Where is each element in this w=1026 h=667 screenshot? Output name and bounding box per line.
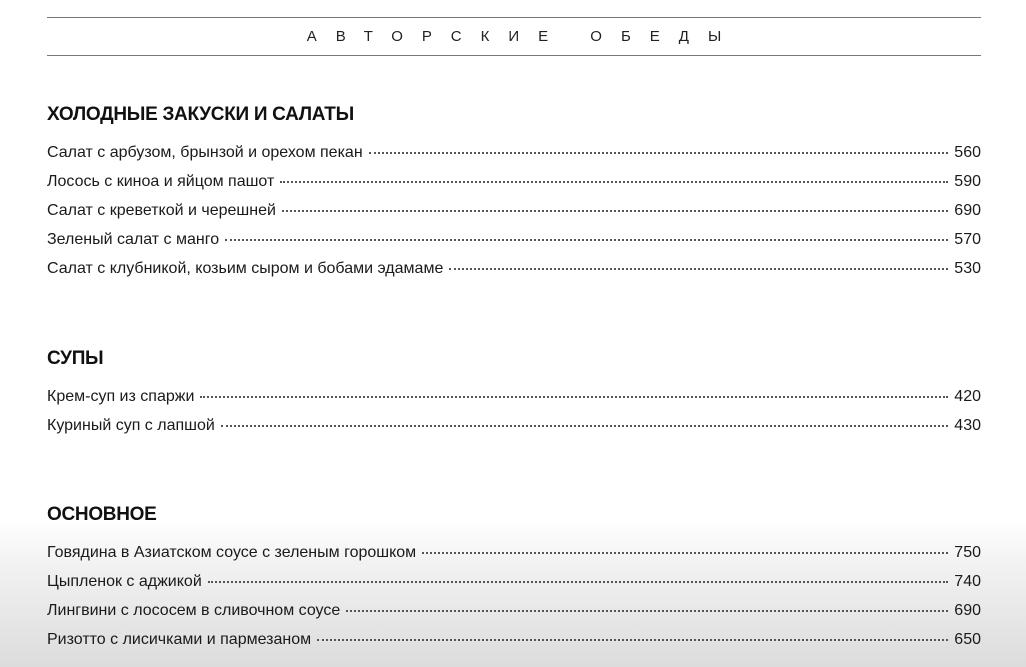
menu-item [47, 602, 981, 631]
dot-leader [449, 268, 948, 270]
item-price: 690 [954, 602, 981, 619]
dot-leader [200, 396, 948, 398]
item-name: Ризотто с лисичками и пармезаном [47, 631, 312, 648]
dot-leader [225, 239, 948, 241]
item-price: 750 [954, 544, 981, 561]
item-price: 420 [954, 388, 981, 405]
menu-item [47, 417, 981, 446]
item-name: Говядина в Азиатском соусе с зеленым горошком [47, 544, 417, 561]
menu-item [47, 388, 981, 417]
dot-leader [346, 610, 948, 612]
dot-leader [208, 581, 949, 583]
menu-page [47, 0, 981, 667]
item-price: 690 [954, 202, 981, 219]
section-cold-appetizers [47, 102, 981, 289]
menu-item [47, 231, 981, 260]
item-name: Цыпленок с аджикой [47, 573, 202, 590]
item-price: 740 [954, 573, 981, 590]
menu-item [47, 573, 981, 602]
item-name: Лосось с киноа и яйцом пашот [47, 173, 275, 190]
item-list [47, 144, 981, 289]
item-price: 570 [954, 231, 981, 248]
menu-item [47, 202, 981, 231]
dot-leader [282, 210, 948, 212]
dot-leader [422, 552, 948, 554]
menu-header [47, 17, 981, 56]
item-list [47, 388, 981, 446]
item-price: 530 [954, 260, 981, 277]
item-name: Салат с клубникой, козьим сыром и бобами эдамаме [47, 260, 444, 277]
section-title: ОСНОВНОЕ [47, 504, 157, 525]
menu-item [47, 144, 981, 173]
item-name: Салат с креветкой и черешней [47, 202, 276, 219]
section-title: ХОЛОДНЫЕ ЗАКУСКИ И САЛАТЫ [47, 104, 354, 125]
item-price: 560 [954, 144, 981, 161]
menu-item [47, 631, 981, 660]
dot-leader [221, 425, 948, 427]
dot-leader [280, 181, 948, 183]
dot-leader [369, 152, 949, 154]
section-soups [47, 346, 981, 446]
menu-title: АВТОРСКИЕ ОБЕДЫ [306, 28, 741, 45]
section-main-courses [47, 502, 981, 660]
menu-item [47, 260, 981, 289]
item-price: 650 [954, 631, 981, 648]
item-name: Лингвини с лососем в сливочном соусе [47, 602, 341, 619]
item-price: 430 [954, 417, 981, 434]
item-name: Крем-суп из спаржи [47, 388, 195, 405]
item-name: Куриный суп с лапшой [47, 417, 215, 434]
section-title: СУПЫ [47, 348, 104, 369]
menu-item [47, 544, 981, 573]
dot-leader [317, 639, 948, 641]
item-name: Салат с арбузом, брынзой и орехом пекан [47, 144, 363, 161]
item-price: 590 [954, 173, 981, 190]
item-list [47, 544, 981, 660]
item-name: Зеленый салат с манго [47, 231, 220, 248]
menu-item [47, 173, 981, 202]
